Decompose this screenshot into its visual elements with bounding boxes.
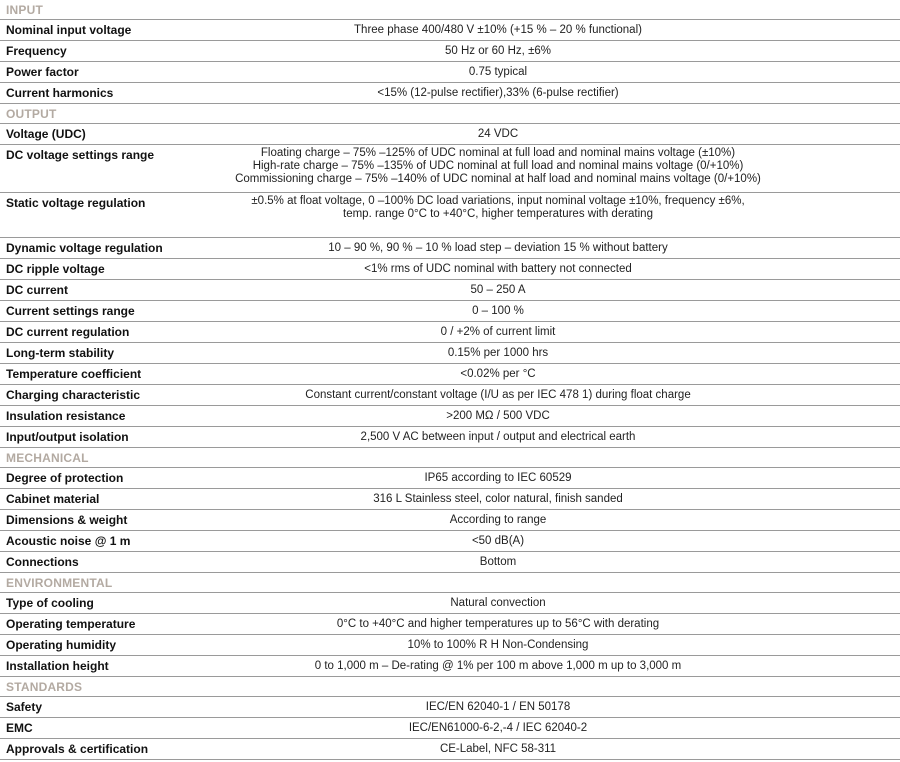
spec-label: DC current regulation <box>6 325 130 339</box>
spec-value-line: 0.15% per 1000 hrs <box>447 346 549 359</box>
spec-label: Installation height <box>6 659 109 673</box>
spec-value <box>206 597 900 610</box>
spec-value-line: 0.75 typical <box>468 65 528 78</box>
spec-label: Dimensions & weight <box>6 513 128 527</box>
spec-label: Frequency <box>6 44 67 58</box>
spec-value <box>206 145 900 186</box>
spec-row <box>0 322 900 343</box>
spec-row <box>0 635 900 656</box>
section-title: OUTPUT <box>6 106 57 121</box>
section-title: MECHANICAL <box>6 450 89 465</box>
spec-row <box>0 343 900 364</box>
spec-value <box>206 45 900 58</box>
spec-value-line: Natural convection <box>450 596 546 609</box>
spec-row <box>0 280 900 301</box>
spec-label: Power factor <box>6 65 79 79</box>
spec-label: DC voltage settings range <box>6 148 155 162</box>
spec-row <box>0 385 900 406</box>
spec-value <box>206 284 900 297</box>
spec-value-line: 0 to 1,000 m – De-rating @ 1% per 100 m above 1,000 m up to 3,000 m <box>314 659 682 672</box>
spec-row <box>0 718 900 739</box>
spec-value <box>206 701 900 714</box>
spec-value <box>206 389 900 402</box>
spec-value <box>206 431 900 444</box>
spec-label: Temperature coefficient <box>6 367 142 381</box>
spec-value-line: 50 Hz or 60 Hz, ±6% <box>444 44 552 57</box>
spec-value-line: IEC/EN61000-6-2,-4 / IEC 62040-2 <box>408 721 588 734</box>
spec-value <box>206 193 900 221</box>
spec-label: Current harmonics <box>6 86 114 100</box>
spec-value-line: 10% to 100% R H Non-Condensing <box>407 638 589 651</box>
spec-value-line: CE-Label, NFC 58-311 <box>439 742 557 755</box>
spec-row <box>0 238 900 259</box>
spec-value <box>206 743 900 756</box>
spec-value-line: Bottom <box>479 555 517 568</box>
spec-row <box>0 124 900 145</box>
spec-row <box>0 593 900 614</box>
spec-row <box>0 259 900 280</box>
spec-label: Insulation resistance <box>6 409 126 423</box>
spec-value <box>206 660 900 673</box>
spec-label: Type of cooling <box>6 596 94 610</box>
spec-label: Operating temperature <box>6 617 136 631</box>
spec-value <box>206 493 900 506</box>
spec-value <box>206 128 900 141</box>
spec-value-line: <1% rms of UDC nominal with battery not connected <box>364 262 632 275</box>
spec-value <box>206 24 900 37</box>
spec-value-line: Constant current/constant voltage (I/U as per IEC 478 1) during float charge <box>305 388 691 401</box>
spec-row <box>0 489 900 510</box>
section-header <box>0 448 900 468</box>
spec-label: EMC <box>6 721 33 735</box>
spec-value-line: <50 dB(A) <box>471 534 525 547</box>
spec-row <box>0 145 900 193</box>
spec-value <box>206 305 900 318</box>
spec-value-line: <15% (12-pulse rectifier),33% (6-pulse rectifier) <box>377 86 619 99</box>
spec-value-line: 316 L Stainless steel, color natural, finish sanded <box>373 492 623 505</box>
spec-row <box>0 301 900 322</box>
spec-row <box>0 552 900 573</box>
spec-label: Degree of protection <box>6 471 124 485</box>
spec-label: Nominal input voltage <box>6 23 132 37</box>
spec-value <box>206 618 900 631</box>
spec-label: Long-term stability <box>6 346 115 360</box>
spec-label: Acoustic noise @ 1 m <box>6 534 131 548</box>
spec-value-line: Three phase 400/480 V ±10% (+15 % – 20 % functional) <box>354 23 642 36</box>
spec-row <box>0 510 900 531</box>
spec-value-line: 0 / +2% of current limit <box>440 325 556 338</box>
spec-row <box>0 614 900 635</box>
section-title: INPUT <box>6 2 43 17</box>
spec-label: Charging characteristic <box>6 388 141 402</box>
spec-label: Input/output isolation <box>6 430 129 444</box>
spec-value-line: High-rate charge – 75% –135% of UDC nominal at full load and nominal mains voltage (0/+10%) <box>252 160 744 172</box>
spec-label: Dynamic voltage regulation <box>6 241 163 255</box>
spec-value <box>206 472 900 485</box>
spec-label: DC current <box>6 283 69 297</box>
spec-label: Voltage (UDC) <box>6 127 86 141</box>
spec-value-line: >200 MΩ / 500 VDC <box>446 409 550 422</box>
section-title: ENVIRONMENTAL <box>6 575 113 590</box>
spec-value-line: IP65 according to IEC 60529 <box>424 471 572 484</box>
spec-value-line: Floating charge – 75% –125% of UDC nominal at full load and nominal mains voltage (±10%) <box>260 147 736 159</box>
spec-row <box>0 406 900 427</box>
spec-label: Cabinet material <box>6 492 100 506</box>
spec-value <box>206 722 900 735</box>
spec-label: Connections <box>6 555 79 569</box>
spec-value <box>206 514 900 527</box>
spec-row <box>0 193 900 238</box>
spec-label: DC ripple voltage <box>6 262 105 276</box>
spec-value-line: 2,500 V AC between input / output and electrical earth <box>360 430 636 443</box>
spec-value <box>206 242 900 255</box>
section-title: STANDARDS <box>6 679 83 694</box>
spec-value-line: Commissioning charge – 75% –140% of UDC nominal at half load and nominal mains voltage (0/+10%) <box>235 173 761 185</box>
spec-value <box>206 87 900 100</box>
spec-row <box>0 41 900 62</box>
spec-value-line: 0°C to +40°C and higher temperatures up to 56°C with derating <box>336 617 660 630</box>
spec-row <box>0 62 900 83</box>
section-header <box>0 0 900 20</box>
spec-value-line: ±0.5% at float voltage, 0 –100% DC load variations, input nominal voltage ±10%, frequency ±6%, <box>251 195 745 207</box>
spec-value-line: 24 VDC <box>477 127 519 140</box>
spec-value <box>206 410 900 423</box>
spec-value-line: temp. range 0°C to +40°C, higher temperatures with derating <box>343 208 653 220</box>
section-header <box>0 573 900 593</box>
spec-row <box>0 739 900 760</box>
spec-value-line: According to range <box>449 513 547 526</box>
spec-value <box>206 556 900 569</box>
spec-label: Operating humidity <box>6 638 117 652</box>
spec-value-line: <0.02% per °C <box>460 367 536 380</box>
spec-value <box>206 368 900 381</box>
spec-value <box>206 347 900 360</box>
spec-value-line: 10 – 90 %, 90 % – 10 % load step – deviation 15 % without battery <box>328 241 668 254</box>
spec-row <box>0 468 900 489</box>
spec-value <box>206 535 900 548</box>
section-header <box>0 104 900 124</box>
spec-row <box>0 83 900 104</box>
spec-row <box>0 427 900 448</box>
spec-label: Static voltage regulation <box>6 196 146 210</box>
spec-row <box>0 364 900 385</box>
spec-row <box>0 697 900 718</box>
spec-row <box>0 531 900 552</box>
spec-value-line: 50 – 250 A <box>470 283 526 296</box>
spec-value <box>206 263 900 276</box>
spec-value-line: IEC/EN 62040-1 / EN 50178 <box>425 700 571 713</box>
spec-value <box>206 326 900 339</box>
spec-label: Current settings range <box>6 304 135 318</box>
spec-row <box>0 656 900 677</box>
section-header <box>0 677 900 697</box>
spec-value <box>206 639 900 652</box>
spec-value-line: 0 – 100 % <box>472 304 524 317</box>
spec-row <box>0 20 900 41</box>
spec-label: Approvals & certification <box>6 742 149 756</box>
spec-value <box>206 66 900 79</box>
spec-label: Safety <box>6 700 43 714</box>
